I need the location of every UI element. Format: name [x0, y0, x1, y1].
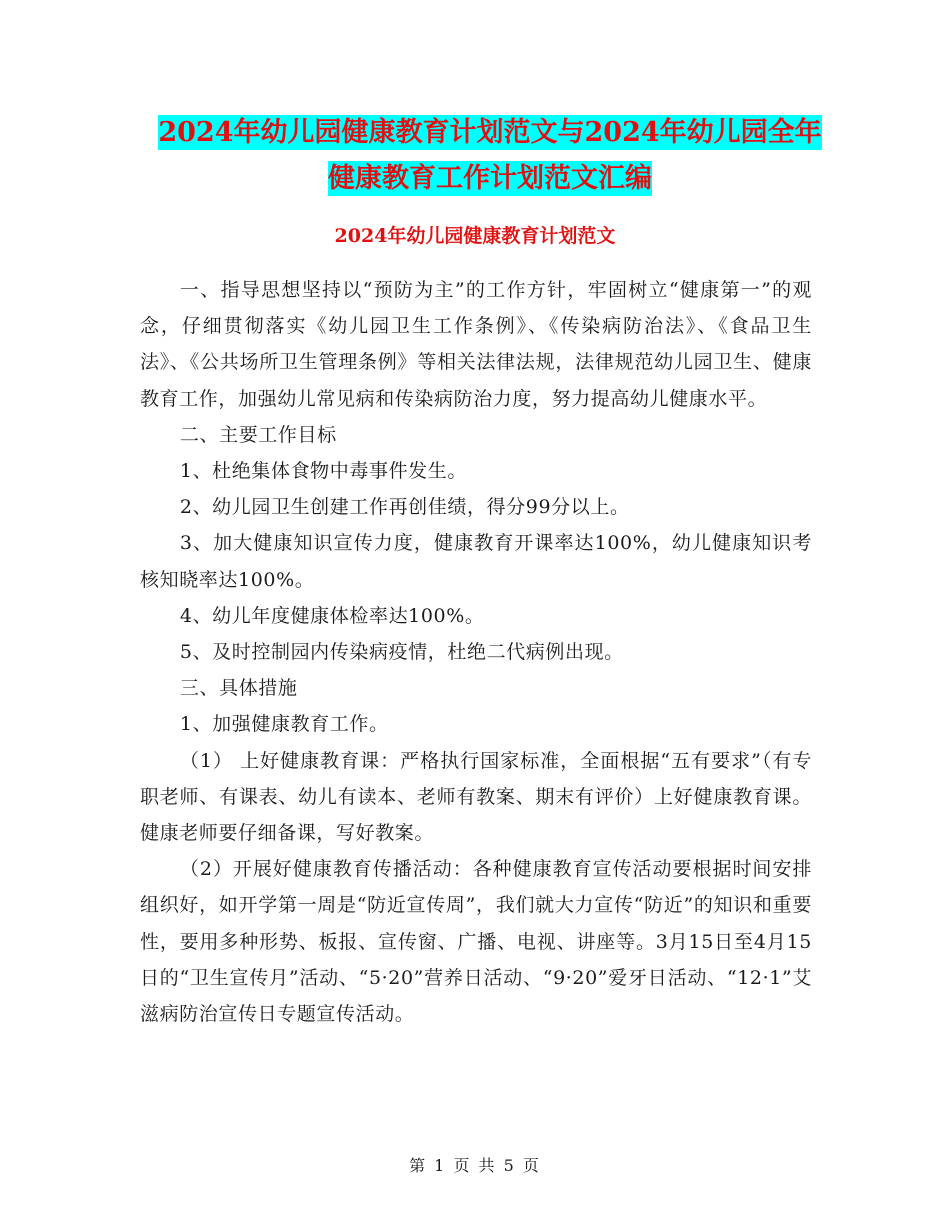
goal-item-2: 2、幼儿园卫生创建工作再创佳绩，得分99分以上。	[179, 496, 630, 519]
page-footer: 第 1 页 共 5 页	[409, 1156, 541, 1175]
goal-item-4: 4、幼儿年度健康体检率达100%。	[179, 604, 485, 627]
measure-subitem-1: （1） 上好健康教育课：严格执行国家标准，全面根据“五有要求”（有专职老师、有课表、幼儿有读本、老师有教案、期末有评价）上好健康教育课。健康老师要仔细备课，写好教案。	[140, 749, 812, 845]
goal-item-3: 3、加大健康知识宣传力度，健康教育开课率达100%，幼儿健康知识考核知晓率达100%。	[140, 532, 812, 591]
paragraph-guiding-ideology: 一、指导思想坚持以“预防为主”的工作方针，牢固树立“健康第一”的观念，仔细贯彻落实《幼儿园卫生工作条例》、《传染病防治法》、《食品卫生法》、《公共场所卫生管理条例》等相关法律法规，法律规范幼儿园卫生、健康教育工作，加强幼儿常见病和传染病防治力度，努力提高幼儿健康水平。	[140, 279, 812, 410]
heading-main-goals: 二、主要工作目标	[179, 423, 337, 446]
main-title-line-1: 2024年幼儿园健康教育计划范文与2024年幼儿园全年	[158, 117, 822, 148]
document-body	[140, 272, 812, 1032]
heading-specific-measures: 三、具体措施	[179, 677, 298, 700]
document-main-title	[140, 110, 840, 202]
goal-item-1: 1、杜绝集体食物中毒事件发生。	[179, 460, 467, 483]
section-title: 2024年幼儿园健康教育计划范文	[334, 225, 616, 247]
measure-item-1: 1、加强健康教育工作。	[179, 713, 389, 736]
measure-subitem-2: （2）开展好健康教育传播活动：各种健康教育宣传活动要根据时间安排组织好，如开学第一周是“防近宣传周”，我们就大力宣传“防近”的知识和重要性，要用多种形势、板报、宣传窗、广播、电视、讲座等。3月15日至4月15日的“卫生宣传月”活动、“5·20”营养日活动、“9·20”爱牙日活动、“12·1”艾滋病防治宣传日专题宣传活动。	[140, 858, 812, 1026]
goal-item-5: 5、及时控制园内传染病疫情，杜绝二代病例出现。	[179, 641, 624, 664]
main-title-line-2: 健康教育工作计划范文汇编	[328, 163, 652, 194]
